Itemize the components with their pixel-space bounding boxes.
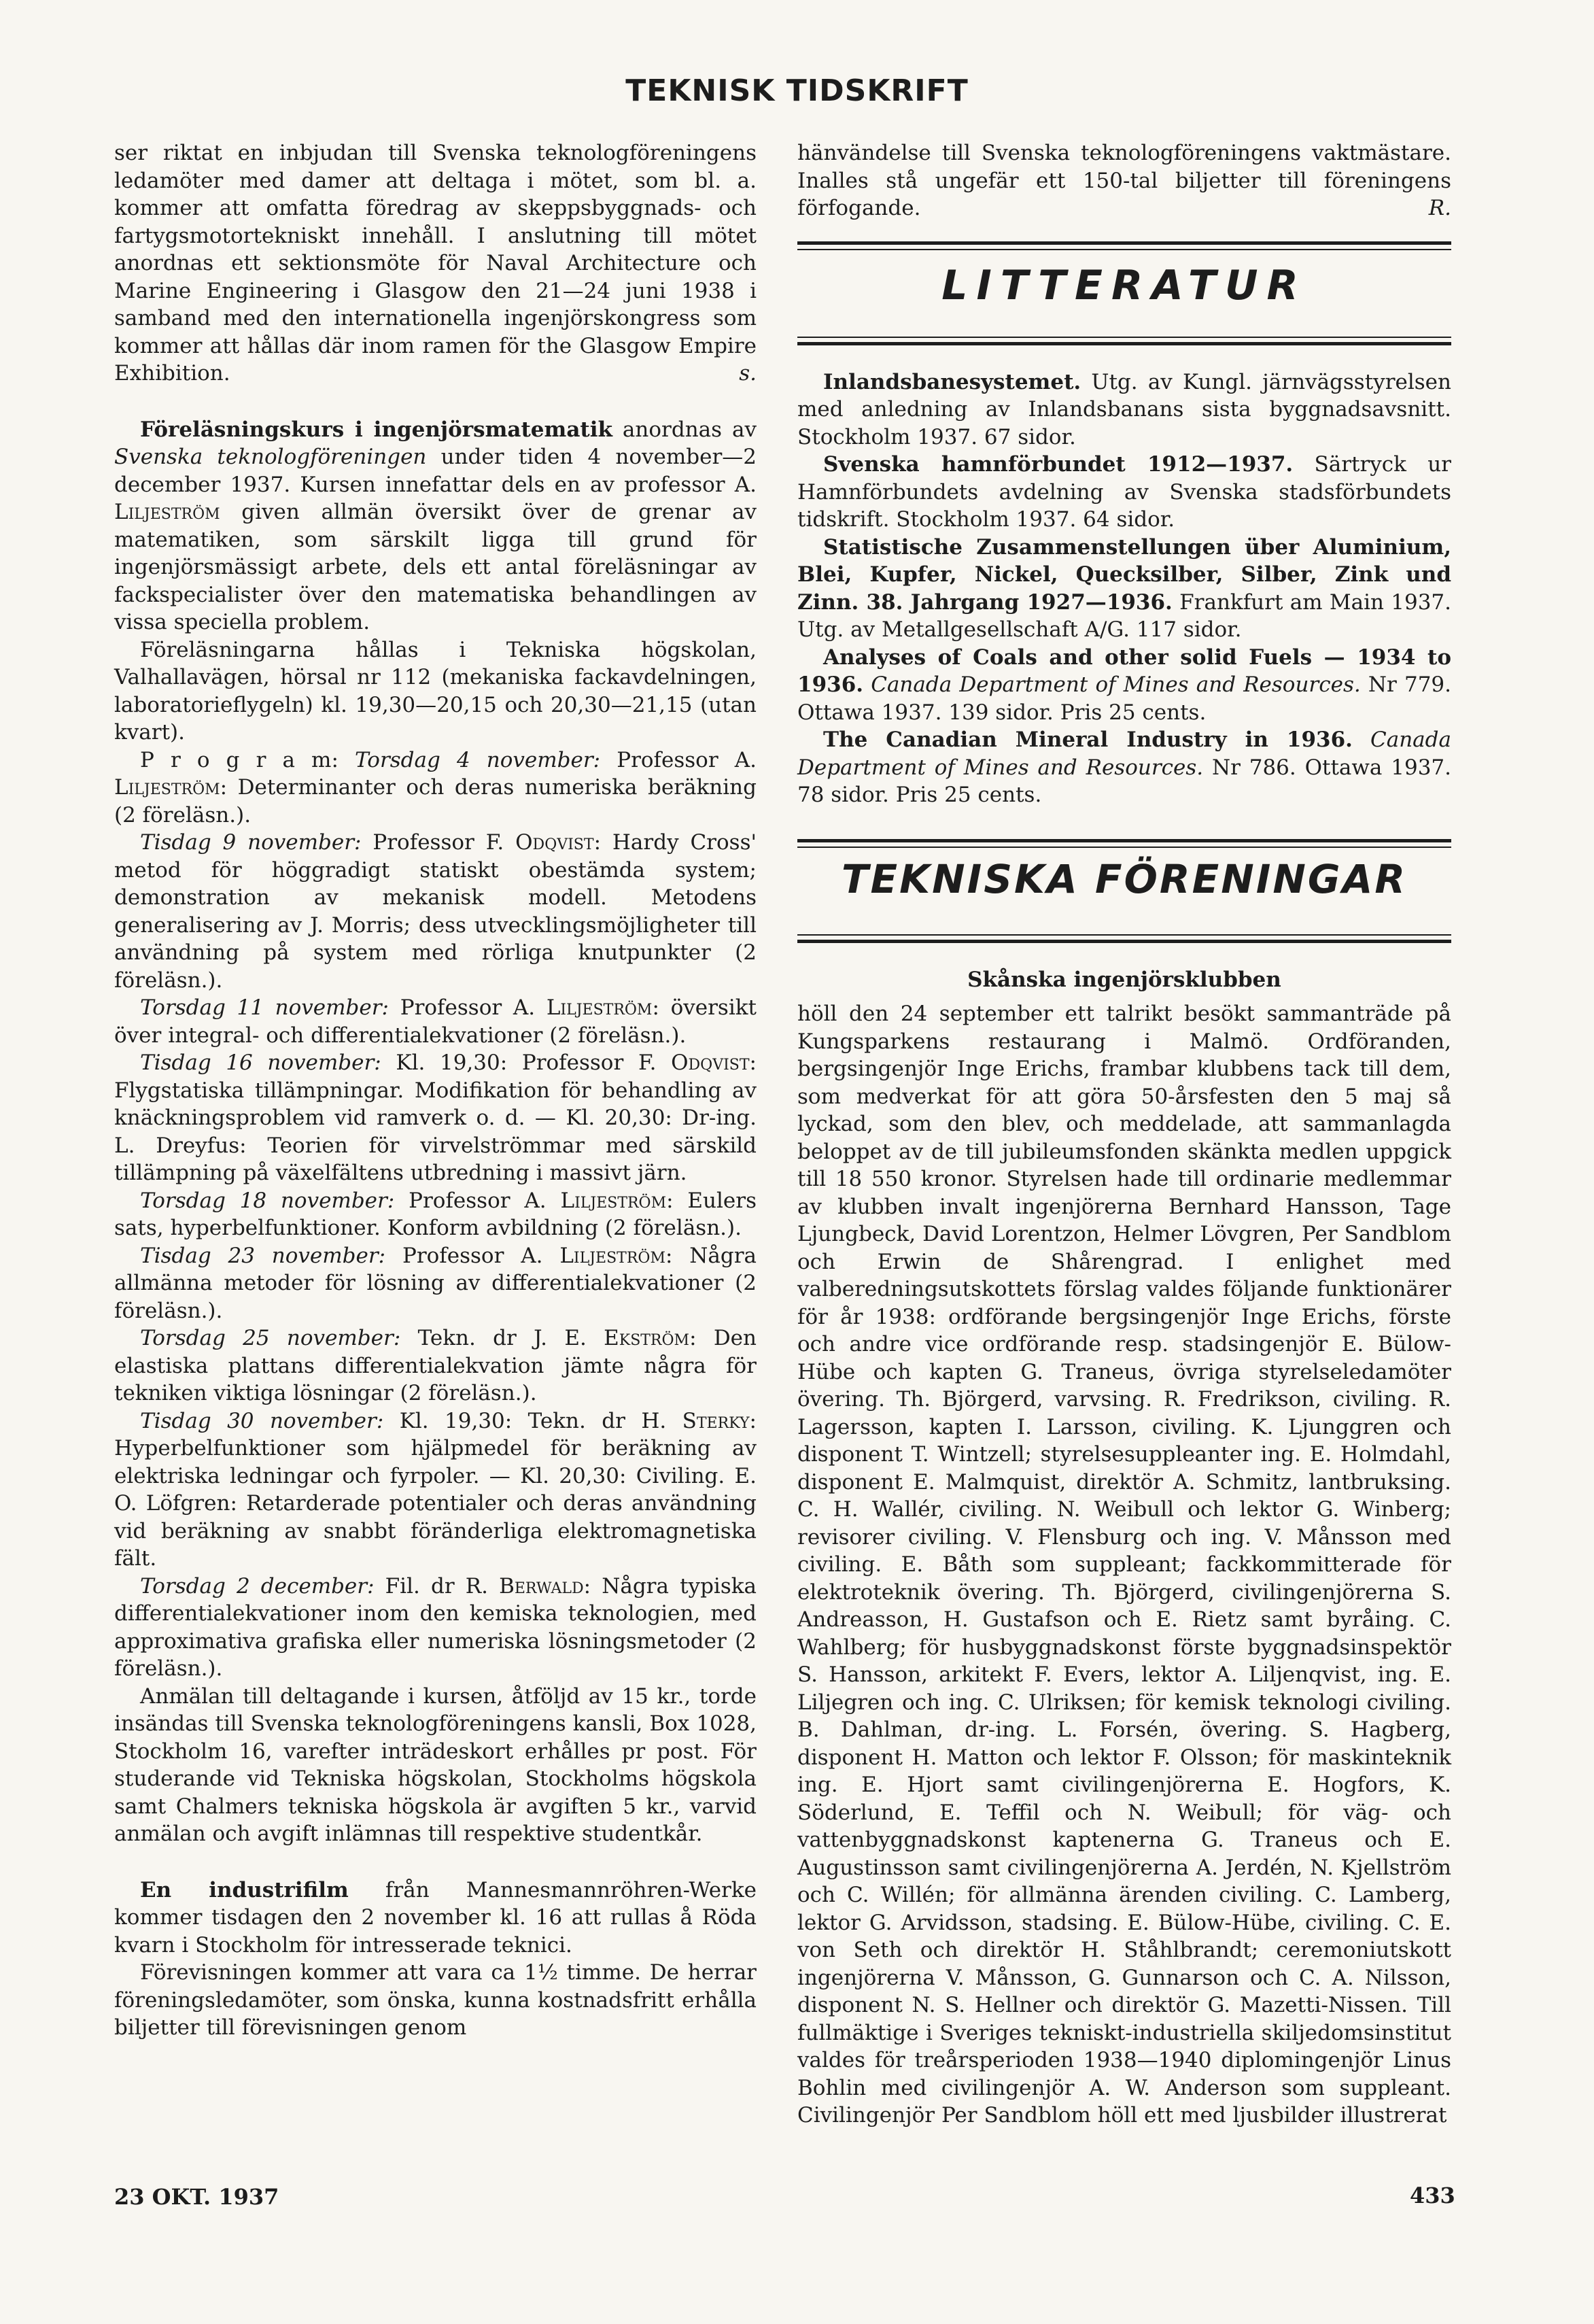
divider <box>797 241 1451 245</box>
literature-entry <box>797 534 1451 644</box>
running-header: TEKNISK TIDSKRIFT <box>625 73 969 108</box>
paragraph-text: ser riktat en inbjudan till Svenska teknologföreningens ledamöter med damer att deltaga i mötet, som bl. a. kommer att omfatta föredrag av skeppsbyggnads- och fartygsmotortekniskt innehåll. I anslutning till mötet anordnas ett sektionsmöte för Naval Architecture och Marine Engineering i Glasgow den 21—24 juni 1938 i samband med den internationella ingenjörskongress som kommer att hållas där inom ramen för the Glasgow Empire Exhibition. <box>114 141 757 386</box>
text-span: given allmän översikt över de grenar av matematiken, som särskilt ligga till grund för ingenjörsmässigt arbete, dels ett antal föreläsningar av fackspecialister över den matematiska behandlingen av vissa speciella problem. <box>114 500 757 634</box>
divider <box>797 342 1451 345</box>
text-span: Kl. 19,30: Professor F. <box>381 1050 672 1075</box>
entry-title: Analyses of Coals and other solid Fuels — 1934 to 1936. <box>797 645 1451 697</box>
lecturer-name: Liljeström <box>560 1188 667 1213</box>
program-date: Tisdag 30 november: <box>140 1408 384 1433</box>
program-date: Torsdag 2 december: <box>140 1573 375 1599</box>
text-span: Fil. dr R. <box>374 1573 500 1599</box>
organization-name: Svenska teknologföreningen <box>114 445 427 469</box>
signature: R. <box>1428 196 1451 220</box>
text-span: under tiden 4 november—2 december 1937. Kursen innefattar dels en av professor A. <box>114 445 757 497</box>
issue-date: 23 OKT. 1937 <box>114 2184 279 2210</box>
program-date: Torsdag 4 november: <box>355 747 601 772</box>
signature: s. <box>739 361 757 386</box>
lecturer-name: Sterky <box>682 1408 750 1433</box>
page-number: 433 <box>1410 2183 1455 2208</box>
literature-section-header <box>797 241 1451 347</box>
text-span: Kl. 19,30: Tekn. dr H. <box>383 1408 682 1433</box>
program-entry <box>114 1407 757 1573</box>
program-entry <box>114 1187 757 1242</box>
divider <box>797 249 1451 250</box>
publisher: Canada Department of Mines and Resources. <box>863 672 1361 697</box>
film-announcement <box>114 1877 757 1960</box>
entry-title: Svenska hamnförbundet 1912—1937. <box>823 452 1294 477</box>
program-date: Tisdag 16 november: <box>140 1050 381 1075</box>
text-span: Utg. av Kungl. järnvägsstyrelsen med anledning av Inlandsbanans sista byggnadsavsnitt. Stockholm 1937. 67 sidor. <box>797 369 1451 449</box>
item-heading: Föreläsningskurs i ingenjörsmatematik <box>140 417 612 442</box>
person-name: Liljeström <box>114 500 220 524</box>
program-entry <box>114 829 757 994</box>
program-date: Tisdag 9 november: <box>140 830 362 855</box>
program-date: Tisdag 23 november: <box>140 1243 386 1268</box>
text-span: : Hardy Cross' metod för höggradigt statiskt obestämda system; demonstration av mekanisk modell. Metodens generalisering av J. Morris; dess utvecklingsmöjligheter till användning på system med rörliga knutpunkter (2 föreläsn.). <box>114 830 757 993</box>
text-span: Professor A. <box>389 995 547 1020</box>
course-announcement <box>114 416 757 636</box>
entry-title: Statistische Zusammenstellungen über Aluminium, Blei, Kupfer, Nickel, Quecksilber, Silber, Zink und Zinn. 38. Jahrgang 1927—1936. <box>797 534 1451 615</box>
paragraph: Föreläsningarna hållas i Tekniska högskolan, Valhallavägen, hörsal nr 112 (mekaniska fackavdelningen, laboratorieflygeln) kl. 19,30—20,15 och 20,30—21,15 (utan kvart). <box>114 637 757 745</box>
lecturer-name: Liljeström <box>559 1243 665 1268</box>
section-title: TEKNISKA FÖRENINGAR <box>841 855 1408 902</box>
text-span: Nr 786. Ottawa 1937. 78 sidor. Pris 25 cents. <box>797 755 1451 807</box>
paragraph: Förevisningen kommer att vara ca 1½ timme. De herrar föreningsledamöter, som önska, kunna kostnadsfritt erhålla biljetter till förevisningen genom <box>114 1960 757 2040</box>
entry-title: The Canadian Mineral Industry in 1936. <box>823 728 1353 752</box>
text-span: Professor A. <box>394 1188 561 1213</box>
lecturer-name: Odqvist <box>515 830 594 855</box>
text-span: Professor A. <box>600 747 757 772</box>
entry-title: Inlandsbanesystemet. <box>823 369 1081 394</box>
text-span: : Determinanter och deras numeriska beräkning (2 föreläsn.). <box>114 775 757 827</box>
section-title: LITTERATUR <box>941 261 1307 309</box>
program-entry <box>114 1242 757 1325</box>
lecturer-name: Liljeström <box>546 995 653 1020</box>
text-span: : Hyperbelfunktioner som hjälpmedel för beräkning av elektriska ledningar och fyrpoler. — Kl. 20,30: Civiling. E. O. Löfgren: Retarderade potentialer och deras användning vid beräkning av snabbt föränderliga elektromagnetiska fält. <box>114 1408 757 1571</box>
text-span: Frankfurt am Main 1937. Utg. av Metallgesellschaft A/G. 117 sidor. <box>797 589 1451 642</box>
divider <box>797 847 1451 848</box>
lecturer-name: Liljeström <box>114 775 220 800</box>
literature-entry <box>797 451 1451 534</box>
program-date: Torsdag 25 november: <box>140 1326 401 1350</box>
text-span: : Eulers sats, hyperbelfunktioner. Konform avbildning (2 föreläsn.). <box>114 1188 757 1240</box>
text-span: : Några allmänna metoder för lösning av differentialekvationer (2 föreläsn.). <box>114 1243 757 1323</box>
text-span: : översikt över integral- och differentialekvationer (2 föreläsn.). <box>114 995 757 1048</box>
lecturer-name: Odqvist <box>671 1050 750 1075</box>
text-span: Professor F. <box>361 830 516 855</box>
text-span: anordnas av <box>612 417 757 442</box>
program-entry <box>114 994 757 1049</box>
literature-entry <box>797 726 1451 809</box>
program-entry <box>114 1573 757 1683</box>
club-heading: Skånska ingenjörsklubben <box>967 967 1281 992</box>
program-date: Torsdag 11 november: <box>140 995 389 1020</box>
right-column <box>797 139 1451 2130</box>
lecturer-name: Ekström <box>604 1326 690 1350</box>
divider <box>797 934 1451 936</box>
divider <box>797 940 1451 943</box>
paragraph-text: hänvändelse till Svenska teknologföreningens vaktmästare. Inalles stå ungefär ett 150-tal biljetter till föreningens förfogande. <box>797 141 1451 220</box>
lecturer-name: Berwald <box>499 1573 584 1599</box>
left-column <box>114 139 757 2042</box>
program-date: Torsdag 18 november: <box>140 1188 395 1213</box>
paragraph: Anmälan till deltagande i kursen, åtföljd av 15 kr., torde insändas till Svenska teknologföreningens kansli, Box 1028, Stockholm 16, varefter inträdeskort erhålles pr post. För studerande vid Tekniska högskolan, Stockholms högskola samt Chalmers tekniska högskola är avgiften 5 kr., varvid anmälan och avgift inlämnas till respektive studentkår. <box>114 1684 757 1846</box>
text-span: från Mannesmannröhren-Werke kommer tisdagen den 2 november kl. 16 att rullas å Röda kvarn i Stockholm för intresserade teknici. <box>114 1877 757 1958</box>
divider <box>797 337 1451 338</box>
text-span: Professor A. <box>385 1243 560 1268</box>
paragraph <box>797 139 1451 222</box>
societies-section-header <box>797 839 1451 944</box>
paragraph <box>114 139 757 388</box>
literature-entry <box>797 369 1451 451</box>
publisher: Canada Department of Mines and Resources. <box>797 728 1451 780</box>
text-span: : Den elastiska plattans differentialekvation jämte några för tekniken viktiga lösningar (2 föreläsn.). <box>114 1326 757 1405</box>
paragraph: höll den 24 september ett talrikt besökt sammanträde på Kungsparkens restaurang i Malmö. Ordföranden, bergsingenjör Inge Erichs, frambar klubbens tack till dem, som medverkat för att göra 50-årsfesten den 5 maj så lyckad, som den blev, och meddelade, att sammanlagda beloppet av de till jubileumsfonden skänkta medlen uppgick till 18 550 kronor. Styrelsen hade till ordinarie medlemmar av klubben invalt ingenjörerna Bernhard Hansson, Tage Ljungbeck, David Lorentzon, Helmer Lövgren, Per Sandblom och Erwin de Shårengrad. I enlighet med valberedningsutskottets förslag valdes följande funktionärer för år 1938: ordförande bergsingenjör Inge Erichs, förste och andre vice ordförande resp. stadsingenjör E. Bülow-Hübe och kapten G. Traneus, övriga styrelseledamöter övering. Th. Björgerd, varvsing. R. Fredrikson, civiling. R. Lagersson, kapten I. Larsson, civiling. K. Ljunggren och disponent T. Wintzell; styrelsesuppleanter ing. E. Holmdahl, disponent E. Malmquist, direktör A. Schmitz, lantbruksing. C. H. Wallér, civiling. N. Weibull och lektor G. Winberg; revisorer civiling. V. Flensburg och ing. V. Månsson med civiling. E. Båth som suppleant; fackkommitterade för elektroteknik övering. Th. Björgerd, civilingenjörerna S. Andreasson, H. Gustafson och E. Rietz samt byråing. C. Wahlberg; för husbyggnadskonst förste byggnadsinspektör S. Hansson, arkitekt F. Evers, lektor A. Liljenqvist, ing. E. Liljegren och ing. C. Ulriksen; för kemisk teknologi civiling. B. Dahlman, dr-ing. L. Forsén, övering. S. Hagberg, disponent H. Matton och lektor F. Olsson; för maskinteknik ing. E. Hjort samt civilingenjörerna E. Hogfors, K. Söderlund, E. Teffil och N. Weibull; för väg- och vattenbyggnadskonst kaptenerna G. Traneus och E. Augustinsson samt civilingenjörerna A. Jerdén, N. Kjellström och C. Willén; för allmänna ärenden civiling. C. Lamberg, lektor G. Arvidsson, stadsing. E. Bülow-Hübe, civiling. C. E. von Seth och direktör H. Ståhlbrandt; ceremoniutskott ingenjörerna V. Månsson, G. Gunnarson och C. A. Nilsson, disponent N. S. Hellner och direktör G. Mazetti-Nissen. Till fullmäktige i Sveriges tekniskt-industriella skiljedomsinstitut valdes för treårsperioden 1938—1940 diplomingenjör Linus Bohlin med civilingenjör A. W. Anderson som suppleant. Civilingenjör Per Sandblom höll ett med ljusbilder illustrerat <box>797 1002 1451 2128</box>
text-span: : Några typiska differentialekvationer inom den kemiska teknologien, med approximativa grafiska eller numeriska lösningsmetoder (2 föreläsn.). <box>114 1573 757 1681</box>
program-entry <box>114 1325 757 1407</box>
text-span: Nr 779. Ottawa 1937. 139 sidor. Pris 25 cents. <box>797 672 1451 725</box>
literature-entry <box>797 644 1451 727</box>
divider <box>797 839 1451 842</box>
text-span: Särtryck ur Hamnförbundets avdelning av Svenska stadsförbundets tidskrift. Stockholm 1937. 64 sidor. <box>797 452 1451 532</box>
program-entry <box>114 1049 757 1187</box>
text-span: Tekn. dr J. E. <box>400 1326 604 1350</box>
item-heading: En industrifilm <box>140 1877 349 1902</box>
program-label: P r o g r a m: <box>140 747 339 772</box>
program-entry <box>114 747 757 830</box>
text-span: : Flygstatiska tillämpningar. Modifikation för behandling av knäckningsproblem vid ramverk o. d. — Kl. 20,30: Dr-ing. L. Dreyfus: Teorien för virvelströmmar med särskild tillämpning på växelfältens utbredning i massivt järn. <box>114 1050 757 1185</box>
